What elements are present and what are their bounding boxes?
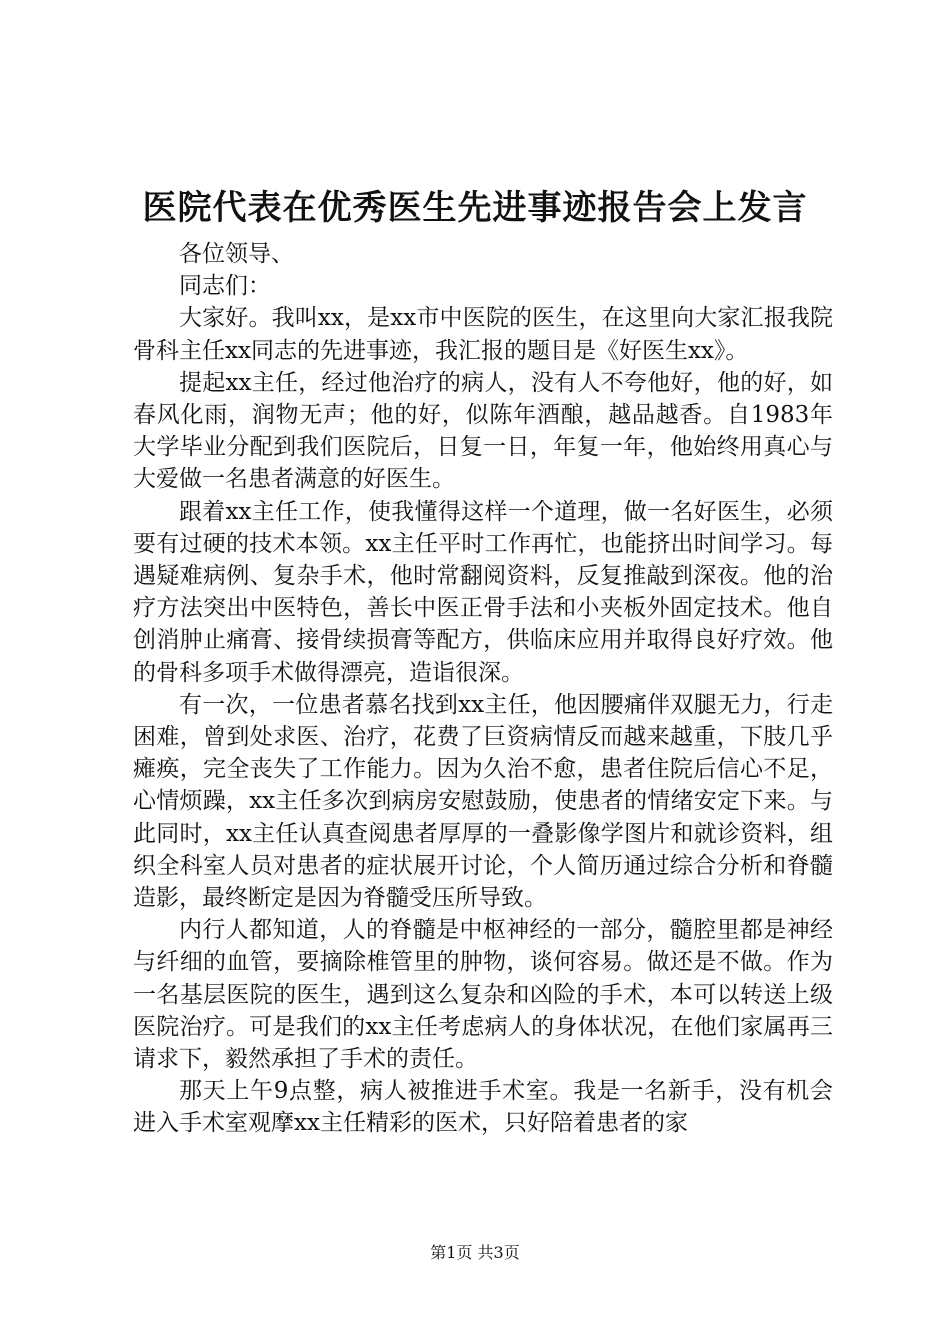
- body-paragraph: 跟着xx主任工作，使我懂得这样一个道理，做一名好医生，必须要有过硬的技术本领。xx主任平时工作再忙，也能挤出时间学习。每遇疑难病例、复杂手术，他时常翻阅资料，反复推敲到深夜。他的治疗方法突出中医特色，善长中医正骨手法和小夹板外固定技术。他自创消肿止痛膏、接骨续损膏等配方，供临床应用并取得良好疗效。他的骨科多项手术做得漂亮，造诣很深。: [133, 498, 833, 686]
- page-number-footer: 第1页 共3页: [430, 1243, 520, 1262]
- document-body: [133, 238, 833, 1140]
- body-paragraph: 提起xx主任，经过他治疗的病人，没有人不夸他好，他的好，如春风化雨，润物无声；他的好，似陈年酒酿，越品越香。自1983年大学毕业分配到我们医院后，日复一日，年复一年，他始终用真心与大爱做一名患者满意的好医生。: [133, 369, 833, 493]
- body-paragraph: 有一次，一位患者慕名找到xx主任，他因腰痛伴双腿无力，行走困难，曾到处求医、治疗，花费了巨资病情反而越来越重，下肢几乎瘫痪，完全丧失了工作能力。因为久治不愈，患者住院后信心不足，心情烦躁，xx主任多次到病房安慰鼓励，使患者的情绪安定下来。与此同时，xx主任认真查阅患者厚厚的一叠影像学图片和就诊资料，组织全科室人员对患者的症状展开讨论，个人简历通过综合分析和脊髓造影，最终断定是因为脊髓受压所导致。: [133, 691, 833, 912]
- salutation-line: 同志们：: [179, 273, 271, 300]
- body-paragraph: 内行人都知道，人的脊髓是中枢神经的一部分，髓腔里都是神经与纤细的血管，要摘除椎管里的肿物，谈何容易。做还是不做。作为一名基层医院的医生，遇到这么复杂和凶险的手术，本可以转送上级医院治疗。可是我们的xx主任考虑病人的身体状况，在他们家属再三请求下，毅然承担了手术的责任。: [133, 917, 833, 1073]
- salutation-line: 各位领导、: [179, 241, 294, 267]
- body-paragraph: 大家好。我叫xx，是xx市中医院的医生，在这里向大家汇报我院骨科主任xx同志的先进事迹，我汇报的题目是《好医生xx》。: [133, 305, 833, 364]
- body-paragraph: 那天上午9点整，病人被推进手术室。我是一名新手，没有机会进入手术室观摩xx主任精彩的医术，只好陪着患者的家: [133, 1078, 833, 1137]
- document-title: 医院代表在优秀医生先进事迹报告会上发言: [142, 188, 808, 228]
